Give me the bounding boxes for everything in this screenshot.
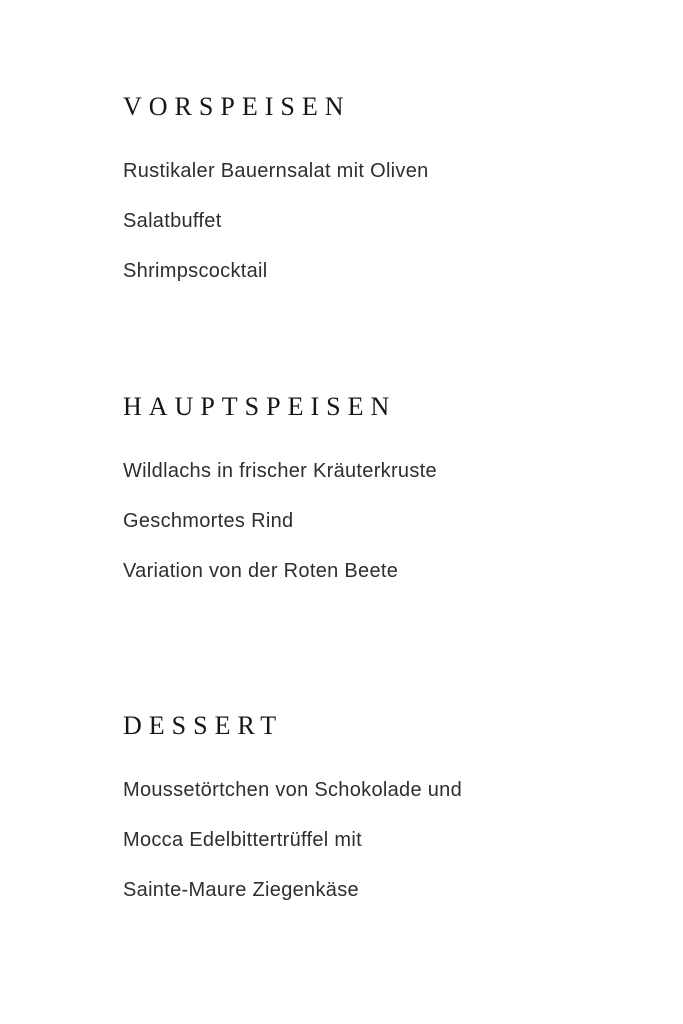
section-heading-hauptspeisen: HAUPTSPEISEN	[123, 392, 397, 421]
section-vorspeisen	[123, 92, 643, 283]
menu-item: Geschmortes Rind	[123, 510, 294, 532]
menu-item: Variation von der Roten Beete	[123, 560, 399, 582]
section-heading-vorspeisen: VORSPEISEN	[123, 92, 351, 121]
menu-item: Wildlachs in frischer Kräuterkruste	[123, 460, 437, 482]
menu-item: Salatbuffet	[123, 210, 222, 232]
menu-item: Rustikaler Bauernsalat mit Oliven	[123, 160, 429, 182]
section-hauptspeisen	[123, 392, 643, 583]
section-heading-dessert: DESSERT	[123, 711, 284, 740]
menu-item: Sainte-Maure Ziegenkäse	[123, 879, 359, 901]
section-dessert	[123, 711, 643, 902]
menu-item: Moussetörtchen von Schokolade und	[123, 779, 463, 801]
menu-item: Mocca Edelbittertrüffel mit	[123, 829, 362, 851]
menu-item: Shrimpscocktail	[123, 260, 268, 282]
